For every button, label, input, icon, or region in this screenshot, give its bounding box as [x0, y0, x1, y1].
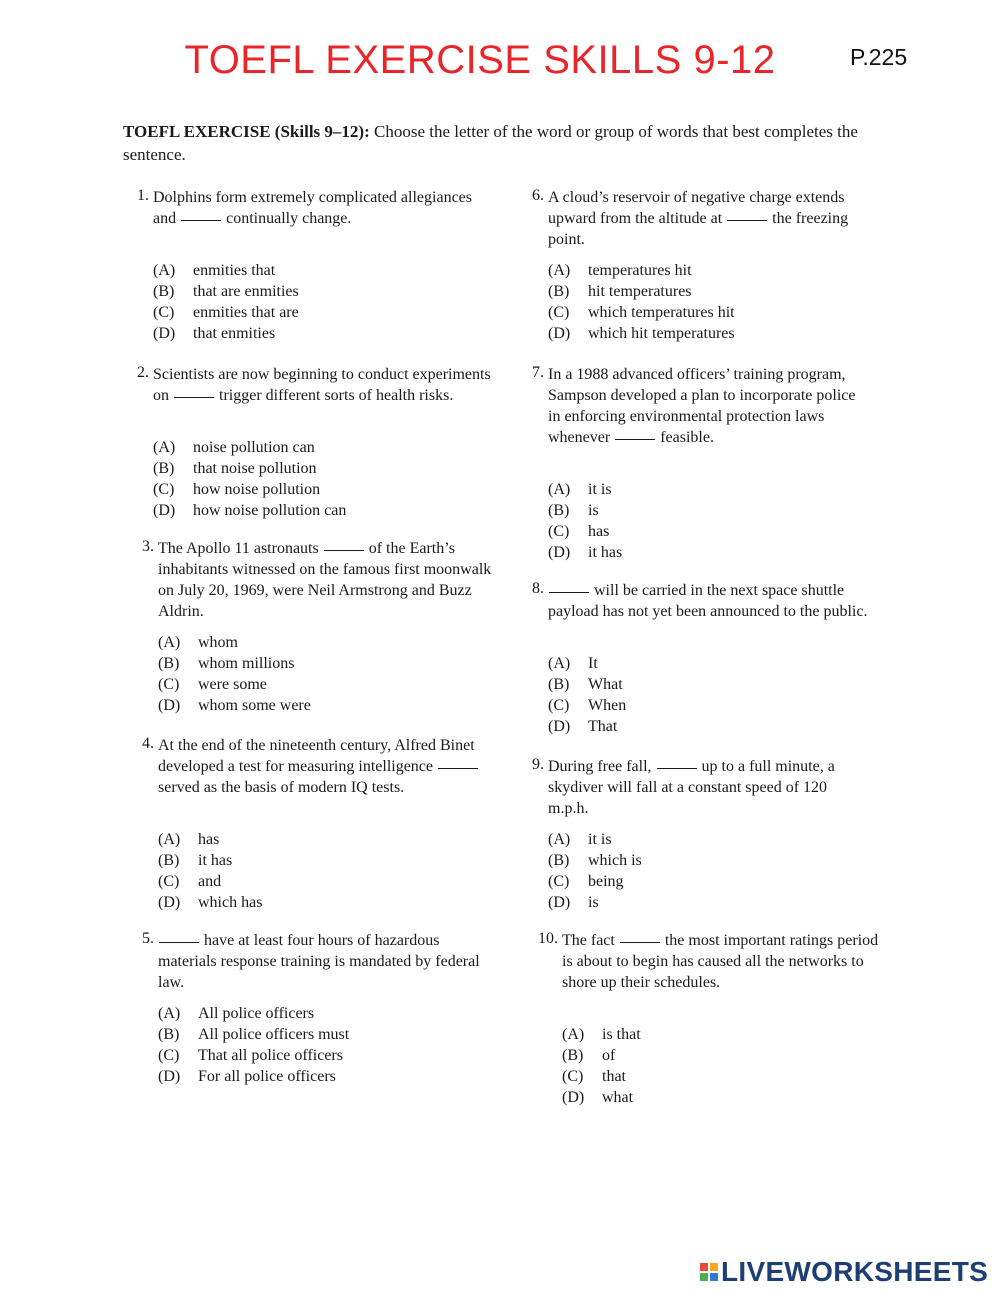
question-stem	[158, 930, 498, 993]
answer-option[interactable]	[548, 829, 642, 850]
option-letter: (B)	[153, 283, 175, 300]
stem-text-before: A cloud’s reservoir of negative charge extends upward from the altitude at	[548, 189, 845, 227]
option-letter: (B)	[158, 1026, 180, 1043]
answer-option[interactable]	[548, 500, 622, 521]
question-stem	[153, 187, 493, 229]
logo-square-green	[700, 1273, 708, 1281]
option-text: how noise pollution can	[193, 502, 347, 519]
option-letter: (B)	[158, 852, 180, 869]
answer-option[interactable]	[548, 653, 626, 674]
answer-option[interactable]	[548, 479, 622, 500]
answer-option[interactable]	[548, 260, 735, 281]
logo-square-red	[700, 1263, 708, 1271]
answer-option[interactable]	[548, 850, 642, 871]
option-letter: (A)	[548, 262, 571, 279]
option-text: That all police officers	[198, 1047, 343, 1064]
answer-option[interactable]	[548, 281, 735, 302]
option-text: it has	[198, 852, 233, 869]
answer-option[interactable]	[153, 302, 299, 323]
question-number: 10.	[538, 930, 558, 947]
answer-option[interactable]	[548, 542, 622, 563]
option-text: That	[588, 718, 618, 735]
option-text: When	[588, 697, 627, 714]
question-number: 3.	[142, 538, 154, 555]
answer-option[interactable]	[153, 500, 346, 521]
answer-option[interactable]	[562, 1087, 641, 1108]
option-letter: (D)	[548, 718, 571, 735]
answer-option[interactable]	[548, 716, 626, 737]
option-letter: (C)	[158, 1047, 180, 1064]
stem-text-before: During free fall,	[548, 758, 656, 775]
answer-option[interactable]	[153, 437, 346, 458]
answer-options	[548, 653, 626, 737]
option-letter: (A)	[158, 1005, 181, 1022]
stem-text-after: served as the basis of modern IQ tests.	[158, 779, 405, 796]
answer-blank	[620, 942, 660, 943]
answer-option[interactable]	[548, 871, 642, 892]
option-letter: (C)	[158, 873, 180, 890]
option-letter: (C)	[548, 697, 570, 714]
option-letter: (C)	[548, 304, 570, 321]
stem-text-before: The fact	[562, 932, 619, 949]
option-text: how noise pollution	[193, 481, 321, 498]
answer-option[interactable]	[158, 892, 262, 913]
option-letter: (A)	[158, 831, 181, 848]
answer-options	[548, 260, 735, 344]
option-letter: (D)	[548, 544, 571, 561]
answer-options	[153, 437, 346, 521]
option-text: which temperatures hit	[588, 304, 735, 321]
answer-option[interactable]	[548, 892, 642, 913]
option-text: is that	[602, 1026, 641, 1043]
answer-option[interactable]	[562, 1066, 641, 1087]
question-stem	[158, 735, 498, 798]
option-text: that	[602, 1068, 626, 1085]
stem-text-after: continually change.	[222, 210, 352, 227]
stem-text-after: the freezing point.	[548, 210, 849, 248]
option-letter: (A)	[548, 831, 571, 848]
answer-blank	[549, 592, 589, 593]
option-text: which is	[588, 852, 642, 869]
answer-option[interactable]	[158, 1066, 349, 1087]
option-letter: (D)	[548, 894, 571, 911]
option-text: it is	[588, 481, 612, 498]
option-text: that are enmities	[193, 283, 299, 300]
answer-options	[158, 632, 311, 716]
option-letter: (D)	[158, 894, 181, 911]
option-text: All police officers must	[198, 1026, 350, 1043]
question-stem	[548, 364, 868, 448]
option-text: whom some were	[198, 697, 311, 714]
logo-square-blue	[710, 1273, 718, 1281]
option-letter: (C)	[548, 523, 570, 540]
stem-text-before: At the end of the nineteenth century, Alfred Binet developed a test for measuring intelligence	[158, 737, 475, 775]
answer-options	[548, 479, 622, 563]
stem-text-before: In a 1988 advanced officers’ training program, Sampson developed a plan to incorporate police in enforcing environmental protection laws whenever	[548, 366, 856, 446]
answer-options	[153, 260, 299, 344]
answer-options	[548, 829, 642, 913]
question-number: 9.	[532, 756, 544, 773]
option-text: is	[588, 894, 599, 911]
option-text: being	[588, 873, 624, 890]
answer-option[interactable]	[158, 653, 311, 674]
option-letter: (C)	[153, 481, 175, 498]
stem-text-before: The Apollo 11 astronauts	[158, 540, 323, 557]
option-text: that enmities	[193, 325, 276, 342]
answer-option[interactable]	[158, 1045, 349, 1066]
question-number: 6.	[532, 187, 544, 204]
option-text: What	[588, 676, 623, 693]
answer-blank	[615, 439, 655, 440]
answer-blank	[438, 768, 478, 769]
option-text: of	[602, 1047, 616, 1064]
answer-blank	[159, 942, 199, 943]
answer-option[interactable]	[158, 850, 262, 871]
question-number: 5.	[142, 930, 154, 947]
question-stem	[158, 538, 498, 622]
option-text: it is	[588, 831, 612, 848]
option-letter: (B)	[548, 852, 570, 869]
question-number: 8.	[532, 580, 544, 597]
option-letter: (D)	[153, 502, 176, 519]
option-text: has	[588, 523, 610, 540]
stem-text-after: the most important ratings period is about to begin has caused all the networks to shore up their schedules.	[562, 932, 879, 991]
option-letter: (C)	[158, 676, 180, 693]
answer-option[interactable]	[158, 829, 262, 850]
answer-blank	[657, 768, 697, 769]
option-letter: (B)	[548, 283, 570, 300]
option-letter: (B)	[562, 1047, 584, 1064]
option-letter: (C)	[548, 873, 570, 890]
option-letter: (B)	[548, 676, 570, 693]
option-letter: (D)	[548, 325, 571, 342]
option-letter: (A)	[158, 634, 181, 651]
stem-text-before: Scientists are now beginning to conduct experiments on	[153, 366, 491, 404]
option-text: is	[588, 502, 599, 519]
exercise-instructions	[123, 120, 903, 166]
answer-option[interactable]	[158, 871, 262, 892]
answer-option[interactable]	[153, 458, 346, 479]
option-letter: (A)	[548, 481, 571, 498]
answer-option[interactable]	[548, 521, 622, 542]
worksheet-title: TOEFL EXERCISE SKILLS 9-12	[184, 38, 776, 82]
option-text: which has	[198, 894, 263, 911]
stem-text-after: trigger different sorts of health risks.	[215, 387, 454, 404]
logo-text: LIVEWORKSHEETS	[721, 1256, 989, 1287]
answer-option[interactable]	[548, 695, 626, 716]
option-letter: (D)	[158, 1068, 181, 1085]
question-stem	[562, 930, 882, 993]
option-text: has	[198, 831, 220, 848]
question-stem	[153, 364, 493, 406]
option-text: which hit temperatures	[588, 325, 735, 342]
option-text: whom millions	[198, 655, 295, 672]
answer-option[interactable]	[548, 674, 626, 695]
question-number: 2.	[137, 364, 149, 381]
option-letter: (A)	[548, 655, 571, 672]
question-number: 4.	[142, 735, 154, 752]
option-letter: (D)	[562, 1089, 585, 1106]
option-letter: (B)	[153, 460, 175, 477]
stem-text-after: up to a full minute, a skydiver will fall at a constant speed of 120 m.p.h.	[548, 758, 835, 817]
page-number: P.225	[850, 44, 908, 70]
option-letter: (B)	[158, 655, 180, 672]
option-text: whom	[198, 634, 238, 651]
answer-options	[158, 1003, 349, 1087]
option-text: what	[602, 1089, 634, 1106]
stem-text-after: have at least four hours of hazardous materials response training is mandated by federal law.	[158, 932, 480, 991]
option-text: All police officers	[198, 1005, 315, 1022]
option-letter: (D)	[158, 697, 181, 714]
option-letter: (C)	[562, 1068, 584, 1085]
option-text: noise pollution can	[193, 439, 315, 456]
answer-option[interactable]	[562, 1045, 641, 1066]
answer-options	[562, 1024, 641, 1108]
option-letter: (A)	[153, 439, 176, 456]
answer-option[interactable]	[158, 1024, 349, 1045]
answer-option[interactable]	[153, 323, 299, 344]
answer-option[interactable]	[158, 1003, 349, 1024]
question-number: 1.	[137, 187, 149, 204]
answer-option[interactable]	[562, 1024, 641, 1045]
answer-option[interactable]	[548, 302, 735, 323]
instructions-lead: TOEFL EXERCISE (Skills 9–12):	[123, 122, 370, 141]
option-text: that noise pollution	[193, 460, 317, 477]
answer-option[interactable]	[153, 281, 299, 302]
answer-option[interactable]	[158, 674, 311, 695]
answer-option[interactable]	[153, 479, 346, 500]
option-text: enmities that are	[193, 304, 299, 321]
stem-text-after: of the Earth’s inhabitants witnessed on the famous first moonwalk on July 20, 1969, were Neil Armstrong and Buzz Aldrin.	[158, 540, 492, 620]
answer-option[interactable]	[158, 695, 311, 716]
answer-blank	[324, 550, 364, 551]
logo-square-yellow	[710, 1263, 718, 1271]
stem-text-before: Dolphins form extremely complicated allegiances and	[153, 189, 472, 227]
option-letter: (B)	[548, 502, 570, 519]
liveworksheets-logo	[700, 1256, 988, 1288]
option-letter: (D)	[153, 325, 176, 342]
stem-text-after: feasible.	[656, 429, 714, 446]
option-text: hit temperatures	[588, 283, 692, 300]
answer-blank	[727, 220, 767, 221]
question-stem	[548, 756, 868, 819]
option-text: For all police officers	[198, 1068, 336, 1085]
option-letter: (A)	[153, 262, 176, 279]
option-text: temperatures hit	[588, 262, 692, 279]
logo-icon	[700, 1263, 718, 1281]
option-text: and	[198, 873, 222, 890]
answer-blank	[174, 397, 214, 398]
answer-options	[158, 829, 262, 913]
answer-blank	[181, 220, 221, 221]
instructions-text: Choose the letter of the word or group of words that best completes the sentence.	[123, 122, 858, 164]
option-text: were some	[198, 676, 267, 693]
option-letter: (C)	[153, 304, 175, 321]
question-number: 7.	[532, 364, 544, 381]
answer-option[interactable]	[158, 632, 311, 653]
option-letter: (A)	[562, 1026, 585, 1043]
question-stem	[548, 580, 868, 622]
option-text: It	[588, 655, 598, 672]
option-text: enmities that	[193, 262, 276, 279]
question-stem	[548, 187, 868, 250]
option-text: it has	[588, 544, 623, 561]
stem-text-after: will be carried in the next space shuttle payload has not yet been announced to the public.	[548, 582, 868, 620]
answer-option[interactable]	[153, 260, 299, 281]
answer-option[interactable]	[548, 323, 735, 344]
